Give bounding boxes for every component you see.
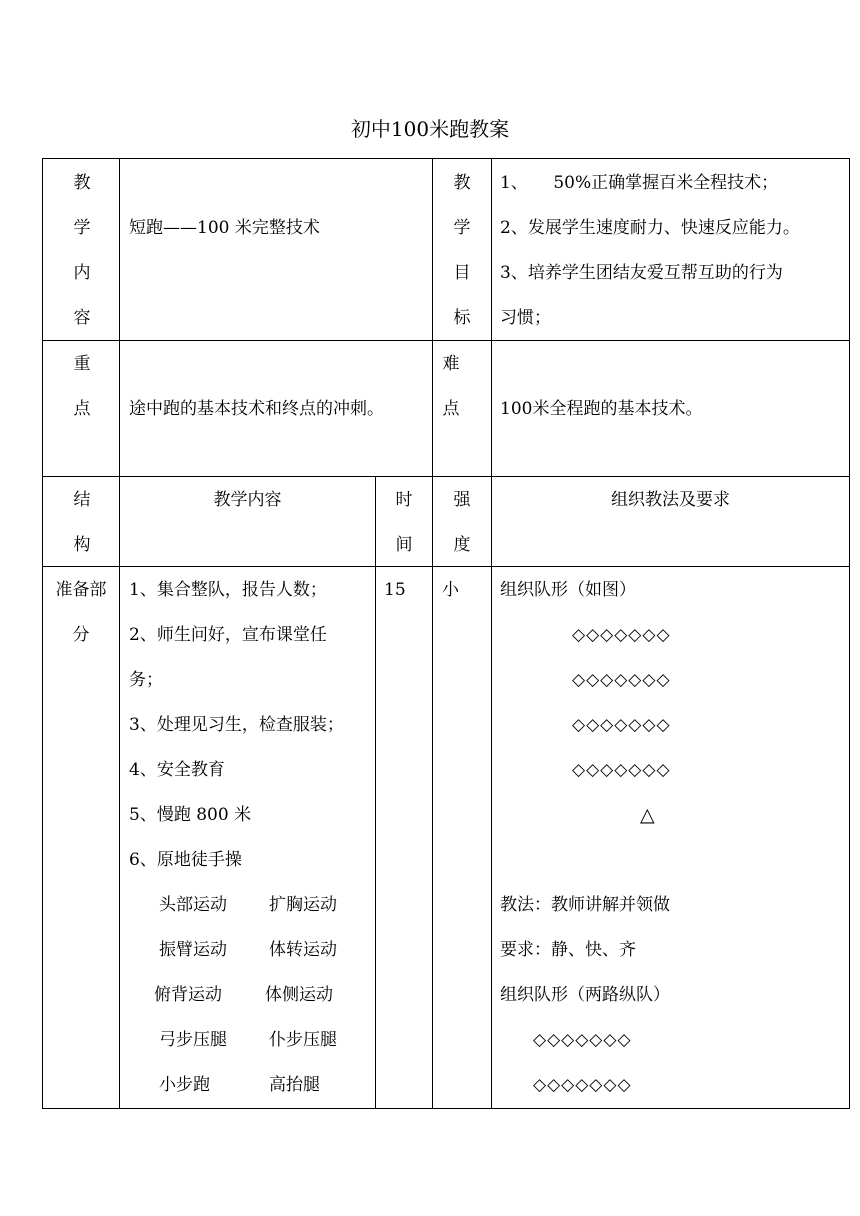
exercise-item: 高抬腿 xyxy=(269,1075,320,1095)
label-char: 重 xyxy=(73,354,91,374)
exercise-item: 体侧运动 xyxy=(265,985,333,1005)
exercise-item: 扩胸运动 xyxy=(269,895,337,915)
label-line: 准备部 xyxy=(55,580,107,600)
teaching-goal-line: 1、 50%正确掌握百米全程技术； xyxy=(500,173,779,193)
label-char: 容 xyxy=(73,308,91,328)
difficulty-value: 100米全程跑的基本技术。 xyxy=(500,399,703,419)
teaching-goal-line: 3、培养学生团结友爱互帮互助的行为 xyxy=(500,263,783,283)
label-char: 构 xyxy=(73,535,91,555)
key-point-value: 途中跑的基本技术和终点的冲刺。 xyxy=(129,399,384,419)
teaching-goal-line: 2、发展学生速度耐力、快速反应能力。 xyxy=(500,218,800,238)
formation-row: ◇◇◇◇◇◇◇ xyxy=(572,760,671,780)
requirement-text: 要求：静、快、齐 xyxy=(500,940,636,960)
key-point-label xyxy=(62,342,102,432)
teaching-goal-line: 习惯； xyxy=(500,308,551,328)
label-char: 教 xyxy=(453,173,471,193)
exercise-item: 小步跑 xyxy=(159,1075,210,1095)
table-border-top xyxy=(42,158,850,159)
label-char: 目 xyxy=(453,263,471,283)
label-char: 间 xyxy=(395,535,413,555)
formation2-title: 组织队形（两路纵队） xyxy=(500,985,670,1005)
teaching-goal-label xyxy=(442,161,482,341)
exercise-item: 振臂运动 xyxy=(159,940,227,960)
content-line: 2、师生问好，宣布课堂任 xyxy=(129,625,327,645)
content-line: 4、安全教育 xyxy=(129,760,225,780)
time-header xyxy=(384,478,424,568)
method-text: 教法：教师讲解并领做 xyxy=(500,895,670,915)
table-col-divider-3 xyxy=(491,158,492,1109)
label-char: 时 xyxy=(395,490,413,510)
exercise-item: 仆步压腿 xyxy=(269,1030,337,1050)
formation-row: ◇◇◇◇◇◇◇ xyxy=(572,625,671,645)
table-border-left xyxy=(42,158,43,1109)
table-border-bottom xyxy=(42,1108,850,1109)
content-line: 1、集合整队，报告人数； xyxy=(129,580,327,600)
label-char: 结 xyxy=(73,490,91,510)
method-header: 组织教法及要求 xyxy=(611,490,730,510)
formation2-row: ◇◇◇◇◇◇◇ xyxy=(533,1075,632,1095)
label-char: 标 xyxy=(453,308,471,328)
table-row-divider-2 xyxy=(42,476,850,477)
content-line: 务； xyxy=(129,670,163,690)
exercise-item: 头部运动 xyxy=(159,895,227,915)
intensity-header xyxy=(442,478,482,568)
exercise-item: 俯背运动 xyxy=(154,985,222,1005)
label-line: 分 xyxy=(72,625,90,645)
table-col-divider-1 xyxy=(119,158,120,1109)
structure-header xyxy=(62,478,102,568)
label-char: 学 xyxy=(453,218,471,238)
table-border-right xyxy=(849,158,850,1109)
content-header: 教学内容 xyxy=(213,490,282,510)
exercise-item: 体转运动 xyxy=(269,940,337,960)
content-line: 3、处理见习生，检查服装； xyxy=(129,715,344,735)
table-col-divider-2 xyxy=(432,158,433,1109)
page-title: 初中100米跑教案 xyxy=(350,117,510,141)
label-char: 点 xyxy=(442,399,460,419)
exercise-item: 弓步压腿 xyxy=(159,1030,227,1050)
label-char: 教 xyxy=(73,173,91,193)
teacher-triangle-icon: △ xyxy=(640,804,655,826)
table-col-divider-time xyxy=(375,476,376,1109)
formation-row: ◇◇◇◇◇◇◇ xyxy=(572,715,671,735)
time-value: 15 xyxy=(384,580,406,600)
formation2-row: ◇◇◇◇◇◇◇ xyxy=(533,1030,632,1050)
label-char: 学 xyxy=(73,218,91,238)
label-char: 度 xyxy=(453,535,471,555)
intensity-value: 小 xyxy=(442,580,459,600)
content-line: 6、原地徒手操 xyxy=(129,850,242,870)
formation-title: 组织队形（如图） xyxy=(500,580,636,600)
label-char: 内 xyxy=(73,263,91,283)
label-char: 难 xyxy=(442,354,460,374)
teaching-content-label xyxy=(62,161,102,341)
teaching-content-value: 短跑——100 米完整技术 xyxy=(129,218,320,238)
label-char: 点 xyxy=(73,399,91,419)
section-label xyxy=(46,568,116,658)
formation-row: ◇◇◇◇◇◇◇ xyxy=(572,670,671,690)
label-char: 强 xyxy=(453,490,471,510)
content-line: 5、慢跑 800 米 xyxy=(129,805,252,825)
difficulty-label xyxy=(440,342,462,432)
